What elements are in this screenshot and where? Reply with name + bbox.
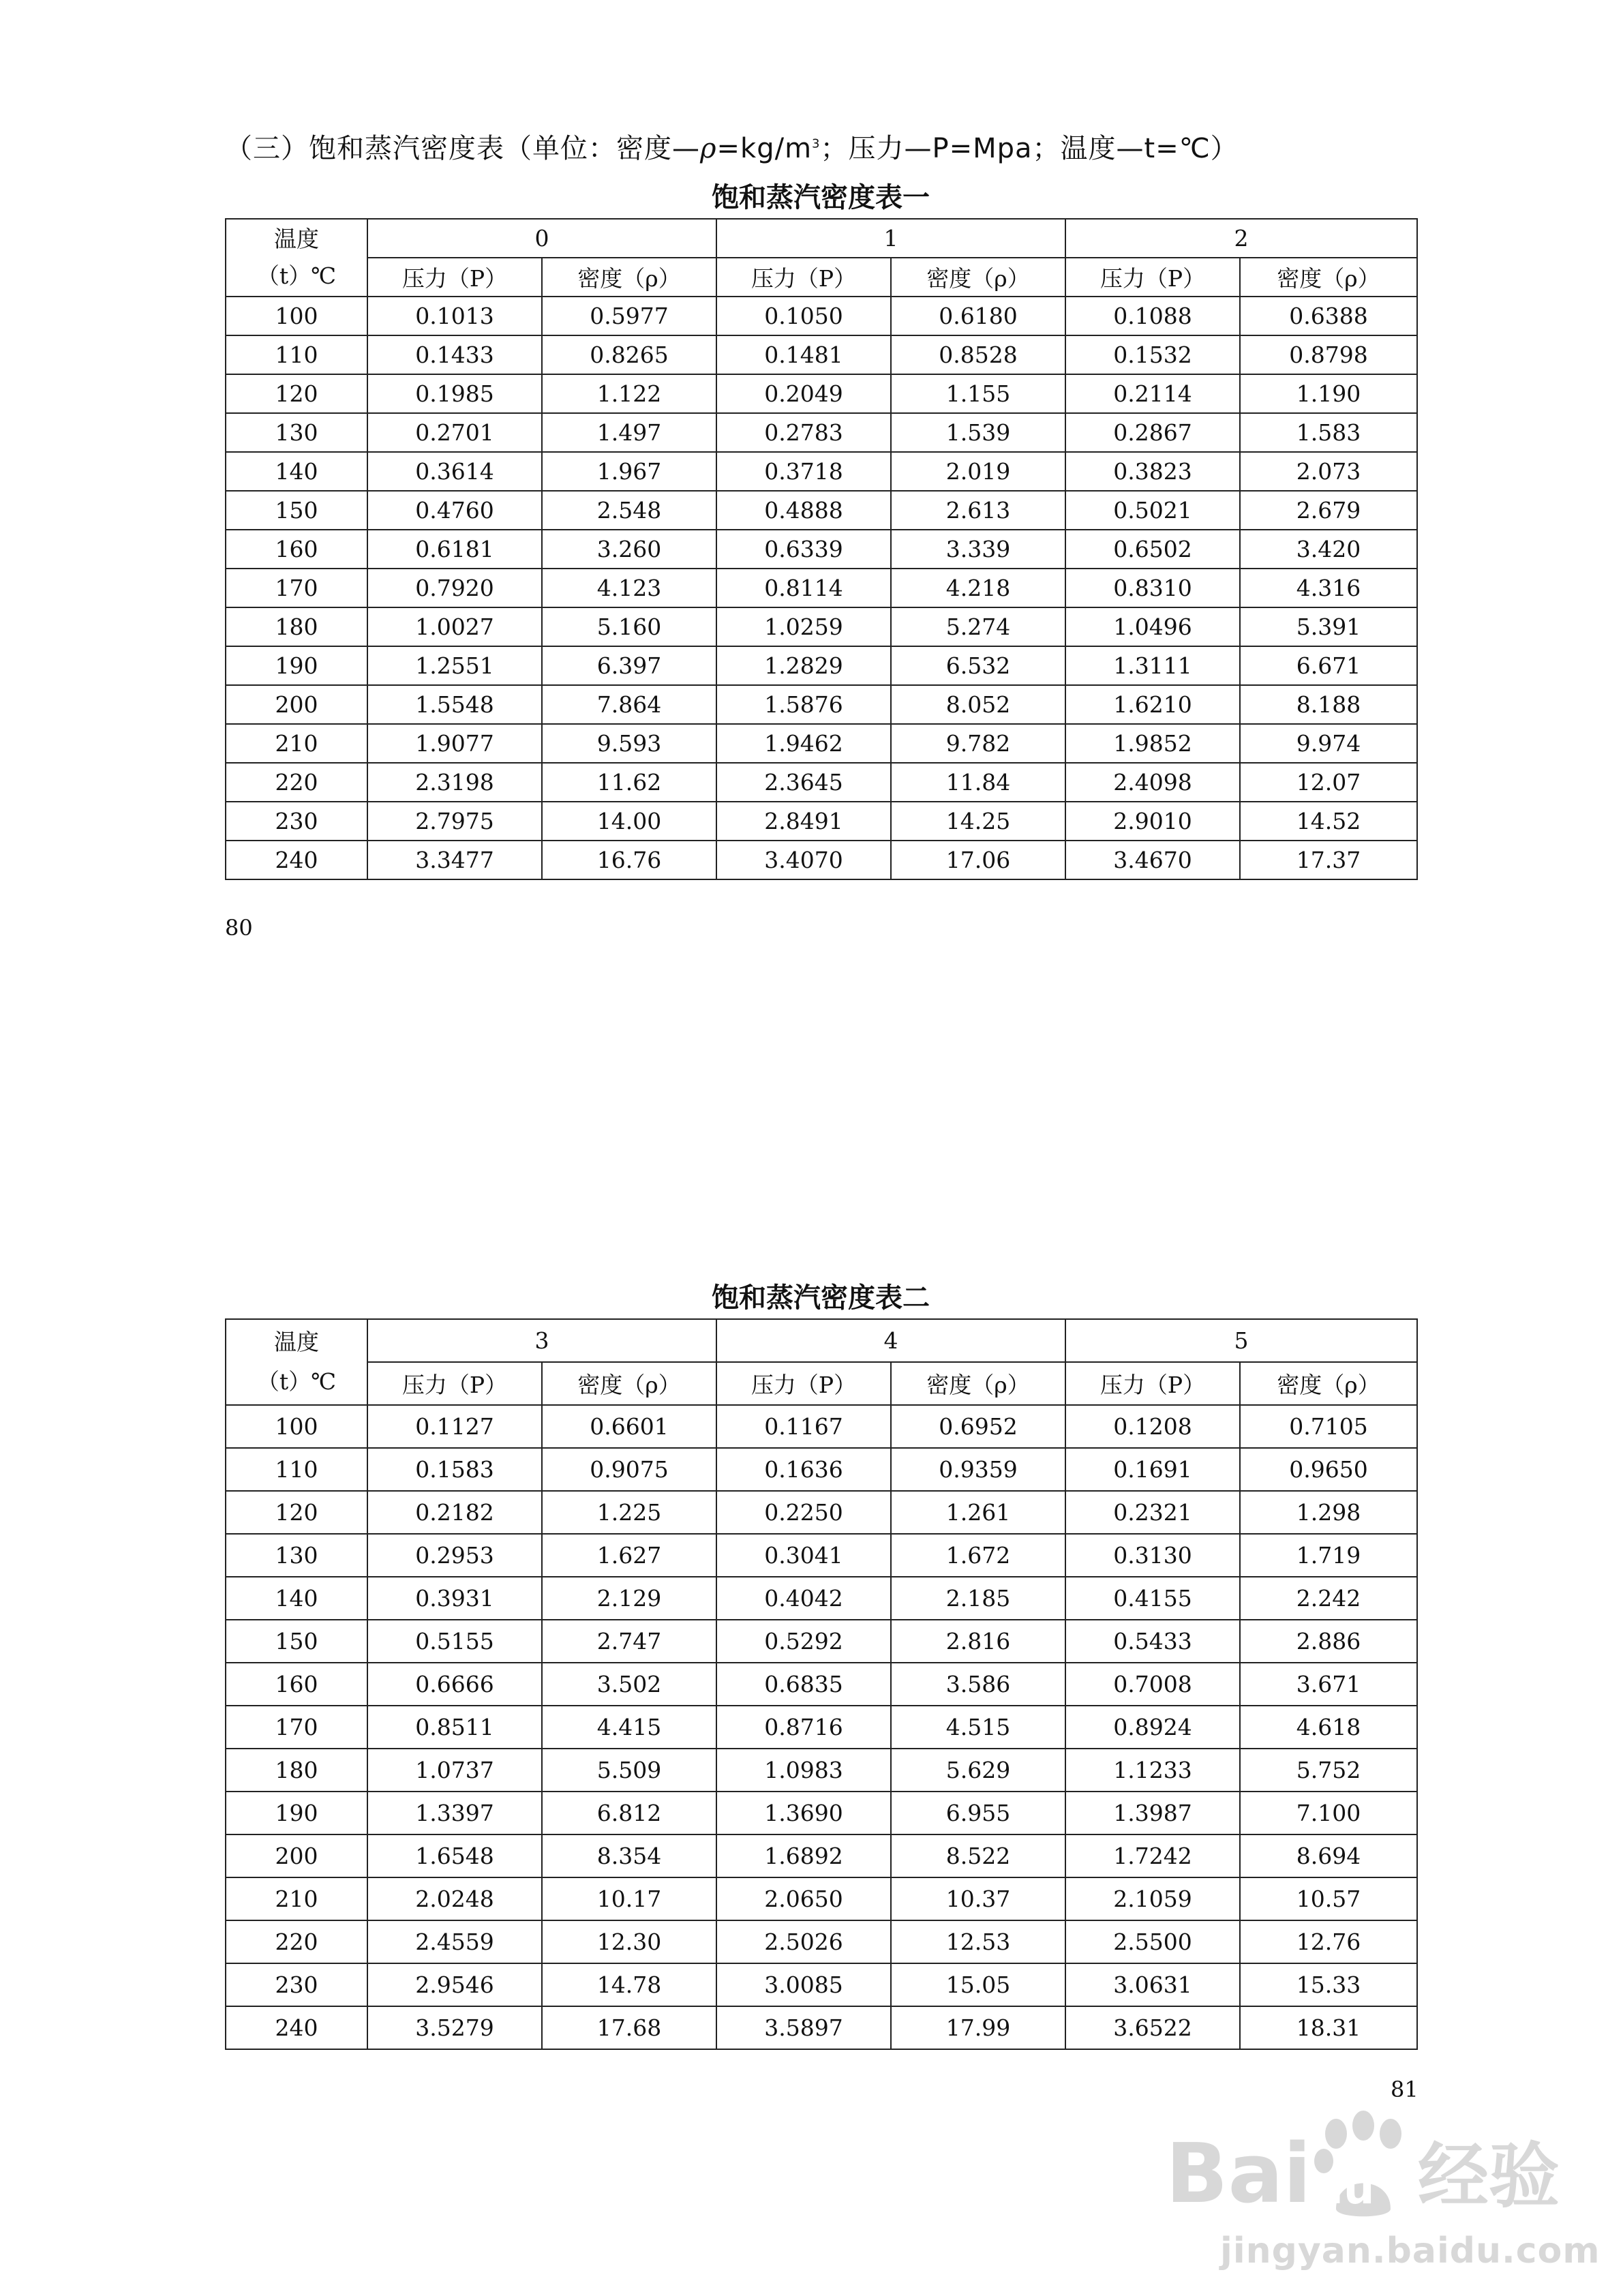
pressure-cell: 1.0259 [716, 607, 891, 646]
pressure-cell: 2.9010 [1065, 802, 1240, 841]
density-header: 密度（ρ） [1240, 258, 1417, 297]
density-cell: 7.864 [542, 685, 716, 724]
density-cell: 0.6180 [891, 297, 1065, 335]
pressure-cell: 1.3987 [1065, 1792, 1240, 1834]
table-one-title: 饱和蒸汽密度表一 [712, 182, 930, 213]
density-cell: 11.84 [891, 763, 1065, 802]
temperature-cell: 170 [226, 1706, 367, 1749]
pressure-cell: 0.1127 [367, 1405, 542, 1448]
density-cell: 0.8798 [1240, 335, 1417, 374]
density-cell: 12.53 [891, 1920, 1065, 1963]
table-row [226, 1963, 1417, 2006]
density-header: 密度（ρ） [891, 258, 1065, 297]
pressure-cell: 0.3614 [367, 452, 542, 491]
group-header: 4 [716, 1319, 1065, 1362]
temperature-cell: 180 [226, 1749, 367, 1792]
temperature-header: 温度 （t）℃ [226, 219, 367, 297]
density-cell: 2.185 [891, 1577, 1065, 1620]
pressure-cell: 0.2250 [716, 1491, 891, 1534]
density-header: 密度（ρ） [1240, 1362, 1417, 1405]
pressure-cell: 0.1013 [367, 297, 542, 335]
temperature-cell: 100 [226, 297, 367, 335]
density-cell: 18.31 [1240, 2006, 1417, 2049]
pressure-cell: 1.0983 [716, 1749, 891, 1792]
density-cell: 6.532 [891, 646, 1065, 685]
table-row [226, 1405, 1417, 1448]
density-cell: 9.782 [891, 724, 1065, 763]
density-cell: 0.9075 [542, 1448, 716, 1491]
pressure-cell: 3.4670 [1065, 841, 1240, 879]
density-cell: 6.812 [542, 1792, 716, 1834]
pressure-header: 压力（P） [716, 1362, 891, 1405]
density-cell: 0.9359 [891, 1448, 1065, 1491]
density-cell: 1.719 [1240, 1534, 1417, 1577]
pressure-cell: 0.6835 [716, 1663, 891, 1706]
table-row [226, 1620, 1417, 1663]
pressure-cell: 0.1208 [1065, 1405, 1240, 1448]
pressure-cell: 0.1050 [716, 297, 891, 335]
density-cell: 2.679 [1240, 491, 1417, 530]
pressure-cell: 0.6502 [1065, 530, 1240, 569]
density-cell: 14.52 [1240, 802, 1417, 841]
pressure-cell: 2.4098 [1065, 763, 1240, 802]
temperature-cell: 110 [226, 335, 367, 374]
table-row [226, 491, 1417, 530]
temperature-cell: 130 [226, 1534, 367, 1577]
density-cell: 3.420 [1240, 530, 1417, 569]
pressure-cell: 2.7975 [367, 802, 542, 841]
pressure-header: 压力（P） [367, 1362, 542, 1405]
density-cell: 6.671 [1240, 646, 1417, 685]
pressure-cell: 0.3718 [716, 452, 891, 491]
table-row [226, 724, 1417, 763]
temperature-cell: 150 [226, 491, 367, 530]
temperature-cell: 210 [226, 724, 367, 763]
pressure-cell: 1.9077 [367, 724, 542, 763]
pressure-cell: 1.3397 [367, 1792, 542, 1834]
table-row [226, 2006, 1417, 2049]
temperature-cell: 110 [226, 1448, 367, 1491]
pressure-cell: 2.1059 [1065, 1877, 1240, 1920]
pressure-cell: 1.1233 [1065, 1749, 1240, 1792]
temperature-cell: 120 [226, 374, 367, 413]
pressure-cell: 3.5897 [716, 2006, 891, 2049]
pressure-cell: 0.2114 [1065, 374, 1240, 413]
table-row [226, 1577, 1417, 1620]
density-cell: 5.391 [1240, 607, 1417, 646]
pressure-cell: 0.4042 [716, 1577, 891, 1620]
pressure-cell: 0.2701 [367, 413, 542, 452]
pressure-cell: 0.7920 [367, 569, 542, 607]
pressure-cell: 0.1583 [367, 1448, 542, 1491]
density-cell: 5.629 [891, 1749, 1065, 1792]
pressure-cell: 1.3690 [716, 1792, 891, 1834]
pressure-cell: 3.0085 [716, 1963, 891, 2006]
density-cell: 0.6952 [891, 1405, 1065, 1448]
density-cell: 0.6388 [1240, 297, 1417, 335]
density-cell: 0.8528 [891, 335, 1065, 374]
pressure-cell: 1.9462 [716, 724, 891, 763]
density-cell: 3.586 [891, 1663, 1065, 1706]
density-cell: 8.694 [1240, 1834, 1417, 1877]
table-row [226, 607, 1417, 646]
pressure-cell: 0.2867 [1065, 413, 1240, 452]
density-cell: 8.052 [891, 685, 1065, 724]
pressure-cell: 0.8114 [716, 569, 891, 607]
density-cell: 4.515 [891, 1706, 1065, 1749]
pressure-cell: 2.5026 [716, 1920, 891, 1963]
svg-text:Bai: Bai [1166, 2127, 1311, 2222]
page-number: 81 [1391, 2076, 1419, 2102]
pressure-cell: 0.1532 [1065, 335, 1240, 374]
density-cell: 3.339 [891, 530, 1065, 569]
density-cell: 5.160 [542, 607, 716, 646]
density-cell: 1.225 [542, 1491, 716, 1534]
density-cell: 1.672 [891, 1534, 1065, 1577]
temperature-header: 温度 （t）℃ [226, 1319, 367, 1405]
table-two-body [226, 1405, 1417, 2049]
density-header: 密度（ρ） [891, 1362, 1065, 1405]
pressure-cell: 1.0737 [367, 1749, 542, 1792]
pressure-cell: 0.4760 [367, 491, 542, 530]
density-cell: 14.78 [542, 1963, 716, 2006]
table-row [226, 452, 1417, 491]
table-row [226, 1834, 1417, 1877]
pressure-header: 压力（P） [1065, 1362, 1240, 1405]
density-cell: 0.6601 [542, 1405, 716, 1448]
pressure-cell: 3.4070 [716, 841, 891, 879]
density-cell: 12.76 [1240, 1920, 1417, 1963]
pressure-cell: 2.5500 [1065, 1920, 1240, 1963]
pressure-cell: 0.1433 [367, 335, 542, 374]
pressure-cell: 3.5279 [367, 2006, 542, 2049]
density-cell: 1.190 [1240, 374, 1417, 413]
density-cell: 4.618 [1240, 1706, 1417, 1749]
pressure-cell: 0.4155 [1065, 1577, 1240, 1620]
pressure-cell: 1.6548 [367, 1834, 542, 1877]
pressure-cell: 0.6181 [367, 530, 542, 569]
density-cell: 7.100 [1240, 1792, 1417, 1834]
temperature-cell: 210 [226, 1877, 367, 1920]
temperature-cell: 160 [226, 1663, 367, 1706]
table-row [226, 646, 1417, 685]
rho-symbol: ρ [700, 133, 717, 164]
table-row [226, 1877, 1417, 1920]
pressure-cell: 3.3477 [367, 841, 542, 879]
temperature-cell: 240 [226, 2006, 367, 2049]
density-cell: 15.05 [891, 1963, 1065, 2006]
section-heading: （三）饱和蒸汽密度表（单位：密度$—\rho=kg/m^3$；压力—P=Mpa；温度—t=℃） [225, 133, 1239, 164]
pressure-cell: 3.0631 [1065, 1963, 1240, 2006]
pressure-cell: 0.2049 [716, 374, 891, 413]
density-cell: 12.30 [542, 1920, 716, 1963]
density-cell: 3.671 [1240, 1663, 1417, 1706]
page-number: 80 [225, 915, 253, 941]
density-cell: 2.548 [542, 491, 716, 530]
density-cell: 4.218 [891, 569, 1065, 607]
pressure-cell: 1.2829 [716, 646, 891, 685]
temperature-cell: 190 [226, 1792, 367, 1834]
table-row [226, 1749, 1417, 1792]
pressure-cell: 0.1088 [1065, 297, 1240, 335]
density-cell: 17.37 [1240, 841, 1417, 879]
density-cell: 10.37 [891, 1877, 1065, 1920]
pressure-cell: 2.0248 [367, 1877, 542, 1920]
pressure-header: 压力（P） [716, 258, 891, 297]
density-cell: 2.747 [542, 1620, 716, 1663]
table-row [226, 335, 1417, 374]
temperature-cell: 200 [226, 685, 367, 724]
density-cell: 1.583 [1240, 413, 1417, 452]
table-row [226, 1920, 1417, 1963]
pressure-cell: 0.4888 [716, 491, 891, 530]
table-row [226, 297, 1417, 335]
pressure-cell: 0.1481 [716, 335, 891, 374]
table-one-body [226, 297, 1417, 879]
density-cell: 3.502 [542, 1663, 716, 1706]
pressure-cell: 1.3111 [1065, 646, 1240, 685]
pressure-cell: 0.3823 [1065, 452, 1240, 491]
table-row [226, 1663, 1417, 1706]
density-cell: 12.07 [1240, 763, 1417, 802]
density-cell: 17.99 [891, 2006, 1065, 2049]
density-cell: 8.354 [542, 1834, 716, 1877]
density-cell: 10.17 [542, 1877, 716, 1920]
pressure-cell: 0.7008 [1065, 1663, 1240, 1706]
density-cell: 6.397 [542, 646, 716, 685]
density-cell: 16.76 [542, 841, 716, 879]
pressure-cell: 2.3198 [367, 763, 542, 802]
temperature-cell: 220 [226, 1920, 367, 1963]
density-cell: 1.122 [542, 374, 716, 413]
density-cell: 1.539 [891, 413, 1065, 452]
density-cell: 1.155 [891, 374, 1065, 413]
density-cell: 0.9650 [1240, 1448, 1417, 1491]
table-two-title: 饱和蒸汽密度表二 [712, 1282, 930, 1314]
temperature-cell: 230 [226, 1963, 367, 2006]
pressure-header: 压力（P） [367, 258, 542, 297]
density-header: 密度（ρ） [542, 1362, 716, 1405]
density-header: 密度（ρ） [542, 258, 716, 297]
density-cell: 5.509 [542, 1749, 716, 1792]
pressure-cell: 2.0650 [716, 1877, 891, 1920]
density-cell: 0.7105 [1240, 1405, 1417, 1448]
pressure-cell: 0.1636 [716, 1448, 891, 1491]
temperature-cell: 170 [226, 569, 367, 607]
density-cell: 0.5977 [542, 297, 716, 335]
density-cell: 2.242 [1240, 1577, 1417, 1620]
pressure-cell: 0.5021 [1065, 491, 1240, 530]
pressure-cell: 1.7242 [1065, 1834, 1240, 1877]
pressure-cell: 0.3931 [367, 1577, 542, 1620]
group-header: 5 [1065, 1319, 1417, 1362]
density-cell: 4.415 [542, 1706, 716, 1749]
table-row [226, 413, 1417, 452]
density-cell: 6.955 [891, 1792, 1065, 1834]
pressure-cell: 0.2182 [367, 1491, 542, 1534]
pressure-cell: 0.8716 [716, 1706, 891, 1749]
density-cell: 1.627 [542, 1534, 716, 1577]
watermark-url: jingyan.baidu.com [1220, 2231, 1601, 2271]
pressure-header: 压力（P） [1065, 258, 1240, 297]
pressure-cell: 0.6666 [367, 1663, 542, 1706]
table-row [226, 530, 1417, 569]
table-row [226, 1448, 1417, 1491]
pressure-cell: 2.4559 [367, 1920, 542, 1963]
density-table-one [225, 218, 1418, 880]
density-table-two [225, 1318, 1418, 2050]
density-cell: 1.261 [891, 1491, 1065, 1534]
pressure-cell: 0.2953 [367, 1534, 542, 1577]
pressure-cell: 0.5292 [716, 1620, 891, 1663]
temperature-cell: 140 [226, 1577, 367, 1620]
temperature-cell: 230 [226, 802, 367, 841]
baidu-paw-logo-icon [1166, 2106, 1575, 2222]
density-cell: 10.57 [1240, 1877, 1417, 1920]
temperature-cell: 150 [226, 1620, 367, 1663]
density-cell: 2.886 [1240, 1620, 1417, 1663]
density-cell: 14.25 [891, 802, 1065, 841]
pressure-cell: 1.2551 [367, 646, 542, 685]
temperature-cell: 140 [226, 452, 367, 491]
pressure-cell: 0.1985 [367, 374, 542, 413]
density-cell: 14.00 [542, 802, 716, 841]
svg-text:经验: 经验 [1418, 2134, 1560, 2218]
pressure-cell: 0.3041 [716, 1534, 891, 1577]
pressure-cell: 1.6892 [716, 1834, 891, 1877]
density-cell: 17.68 [542, 2006, 716, 2049]
temperature-cell: 200 [226, 1834, 367, 1877]
temperature-cell: 100 [226, 1405, 367, 1448]
table-row [226, 685, 1417, 724]
temperature-cell: 130 [226, 413, 367, 452]
pressure-cell: 0.2783 [716, 413, 891, 452]
table-row [226, 841, 1417, 879]
density-cell: 8.522 [891, 1834, 1065, 1877]
pressure-cell: 0.1691 [1065, 1448, 1240, 1491]
density-cell: 2.019 [891, 452, 1065, 491]
density-cell: 5.274 [891, 607, 1065, 646]
density-cell: 1.298 [1240, 1491, 1417, 1534]
temperature-cell: 240 [226, 841, 367, 879]
density-cell: 11.62 [542, 763, 716, 802]
pressure-cell: 0.8511 [367, 1706, 542, 1749]
density-cell: 1.967 [542, 452, 716, 491]
group-header: 2 [1065, 219, 1417, 258]
pressure-cell: 1.0027 [367, 607, 542, 646]
pressure-cell: 0.5155 [367, 1620, 542, 1663]
svg-text:du: du [1312, 2164, 1375, 2214]
pressure-cell: 0.5433 [1065, 1620, 1240, 1663]
pressure-cell: 0.8310 [1065, 569, 1240, 607]
density-cell: 3.260 [542, 530, 716, 569]
table-row [226, 1491, 1417, 1534]
pressure-cell: 2.8491 [716, 802, 891, 841]
density-cell: 4.316 [1240, 569, 1417, 607]
density-cell: 9.593 [542, 724, 716, 763]
pressure-cell: 1.0496 [1065, 607, 1240, 646]
pressure-cell: 1.6210 [1065, 685, 1240, 724]
temperature-cell: 190 [226, 646, 367, 685]
pressure-cell: 0.6339 [716, 530, 891, 569]
density-cell: 5.752 [1240, 1749, 1417, 1792]
pressure-cell: 2.3645 [716, 763, 891, 802]
baidu-jingyan-watermark [1159, 2100, 1601, 2284]
density-cell: 4.123 [542, 569, 716, 607]
pressure-cell: 0.8924 [1065, 1706, 1240, 1749]
density-cell: 2.129 [542, 1577, 716, 1620]
pressure-cell: 3.6522 [1065, 2006, 1240, 2049]
table-row [226, 1534, 1417, 1577]
density-cell: 0.8265 [542, 335, 716, 374]
pressure-cell: 0.2321 [1065, 1491, 1240, 1534]
pressure-cell: 1.5876 [716, 685, 891, 724]
density-cell: 1.497 [542, 413, 716, 452]
density-cell: 2.073 [1240, 452, 1417, 491]
group-header: 1 [716, 219, 1065, 258]
pressure-cell: 2.9546 [367, 1963, 542, 2006]
pressure-cell: 1.9852 [1065, 724, 1240, 763]
density-cell: 15.33 [1240, 1963, 1417, 2006]
density-cell: 2.613 [891, 491, 1065, 530]
table-row [226, 802, 1417, 841]
pressure-cell: 0.3130 [1065, 1534, 1240, 1577]
pressure-cell: 0.1167 [716, 1405, 891, 1448]
density-cell: 2.816 [891, 1620, 1065, 1663]
table-row [226, 374, 1417, 413]
temperature-cell: 220 [226, 763, 367, 802]
density-cell: 8.188 [1240, 685, 1417, 724]
table-row [226, 1792, 1417, 1834]
pressure-cell: 1.5548 [367, 685, 542, 724]
group-header: 3 [367, 1319, 716, 1362]
temperature-cell: 180 [226, 607, 367, 646]
density-cell: 17.06 [891, 841, 1065, 879]
density-cell: 9.974 [1240, 724, 1417, 763]
temperature-cell: 160 [226, 530, 367, 569]
group-header: 0 [367, 219, 716, 258]
temperature-cell: 120 [226, 1491, 367, 1534]
table-row [226, 569, 1417, 607]
table-row [226, 1706, 1417, 1749]
table-row [226, 763, 1417, 802]
